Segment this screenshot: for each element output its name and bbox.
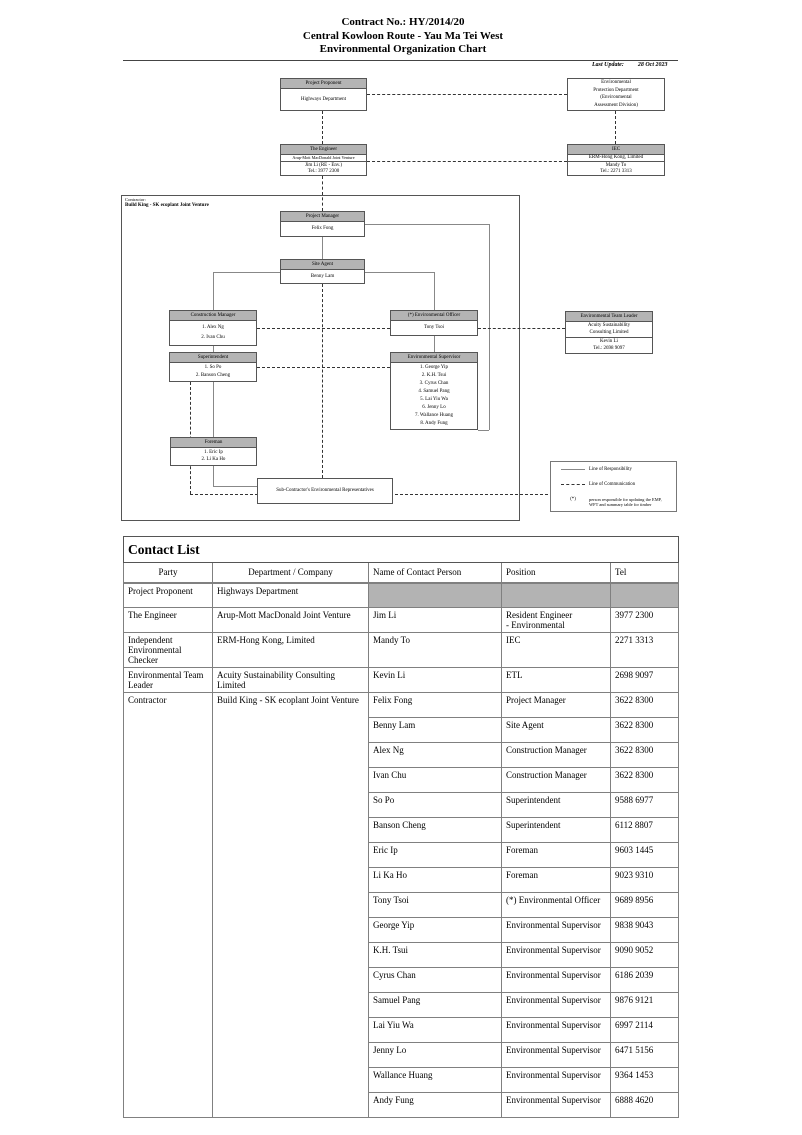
org-box-line: Tel.: 2271 3313: [600, 168, 632, 174]
connector-responsibility-to-cm: [213, 272, 214, 310]
org-box-line: Mandy To: [605, 162, 627, 168]
org-box-environmental-team-leader: [565, 311, 653, 354]
org-box-environmental-protection-department: [567, 78, 665, 111]
cell-name: Alex Ng: [369, 743, 502, 768]
last-update-label: Last Update:: [592, 62, 624, 68]
cell-name: Eric Ip: [369, 843, 502, 868]
cell-position: Construction Manager: [502, 768, 611, 793]
cell-tel: 9023 9310: [611, 868, 679, 893]
cell-tel: 6112 8807: [611, 818, 679, 843]
contact-table-row: [124, 583, 679, 608]
connector-responsibility-foreman-drop: [213, 466, 214, 486]
cell-name: Mandy To: [369, 633, 502, 668]
cell-name: Banson Cheng: [369, 818, 502, 843]
cell-position: Environmental Supervisor: [502, 943, 611, 968]
org-box-line: 4. Samuel Pang: [418, 389, 450, 394]
connector-responsibility-to-es-bottom: [478, 430, 489, 431]
org-box-line: 1. Alex Ng: [202, 325, 224, 330]
org-box-line: Tel.: 3977 2300: [307, 168, 340, 174]
document-title: [123, 16, 683, 57]
cell-tel: 3622 8300: [611, 768, 679, 793]
legend: [550, 461, 677, 512]
cell-position: ETL: [502, 668, 611, 693]
org-box-foreman: [170, 437, 257, 466]
contact-list-title-row: [124, 537, 679, 563]
column-header-name-of-contact-person: Name of Contact Person: [369, 563, 502, 583]
construction-manager-box-title: Construction Manager: [170, 311, 256, 321]
cell-tel: 6186 2039: [611, 968, 679, 993]
cell-position: IEC: [502, 633, 611, 668]
cell-name: Kevin Li: [369, 668, 502, 693]
project-manager-box-title: Project Manager: [281, 212, 364, 222]
connector-responsibility-to-subcontractor: [213, 486, 257, 487]
connector-communication-cm-eo: [257, 328, 390, 329]
cell-name: Jenny Lo: [369, 1043, 502, 1068]
site-agent-box-section: [281, 270, 364, 283]
org-box-line: 8. Andy Fung: [420, 421, 448, 426]
environmental-supervisor-box-title: Environmental Supervisor: [391, 353, 477, 363]
cell-name: Ivan Chu: [369, 768, 502, 793]
org-box-line: Environmental: [601, 80, 631, 86]
epd-box-section: [568, 79, 664, 110]
org-box-line: Tel.: 2698 9097: [593, 346, 625, 351]
cell-tel: 9090 9052: [611, 943, 679, 968]
legend-communication-label: Line of Communication: [589, 481, 636, 487]
cell-name: Tony Tsoi: [369, 893, 502, 918]
org-box-line: Arup-Mott MacDonald Joint Venture: [292, 155, 355, 161]
cell-tel: 3622 8300: [611, 693, 679, 718]
project-proponent-box-section: [281, 89, 366, 110]
cell-tel: 9689 8956: [611, 893, 679, 918]
cell-position: Environmental Supervisor: [502, 1043, 611, 1068]
legend-asterisk-note: person responsible for updating the EMP, WFT and summary table for timber: [589, 496, 662, 508]
iec-box-title: IEC: [568, 145, 664, 155]
cell-tel: 9588 6977: [611, 793, 679, 818]
org-box-superintendent: [169, 352, 257, 382]
environmental-officer-box-title: (*) Environmental Officer: [391, 311, 477, 321]
org-box-line: 7. Wallance Huang: [415, 413, 453, 418]
cell-name: Lai Yiu Wa: [369, 1018, 502, 1043]
cell-position: Environmental Supervisor: [502, 1018, 611, 1043]
org-box-line: Tony Tsoi: [424, 325, 444, 330]
cell-name: Benny Lam: [369, 718, 502, 743]
cell-name: [369, 583, 502, 608]
connector-communication-sa-subcontractor: [322, 284, 323, 478]
contact-list-header-row: [124, 563, 679, 583]
foreman-box-title: Foreman: [171, 438, 256, 448]
org-box-site-agent: [280, 259, 365, 284]
cell-line: - Environmental: [506, 620, 565, 630]
org-box-project-manager: [280, 211, 365, 237]
connector-responsibility-right-drop: [489, 224, 490, 430]
org-box-line: (Environmental: [600, 95, 632, 101]
cell-tel: 9603 1445: [611, 843, 679, 868]
org-box-line: 3. Cyrus Chan: [419, 381, 449, 386]
cell-name: Jim Li: [369, 608, 502, 633]
foreman-box-section: [171, 448, 256, 465]
cell-department-company: Build King - SK ecoplant Joint Venture: [213, 693, 369, 1118]
cell-position: Environmental Supervisor: [502, 1068, 611, 1093]
etl-box-title: Environmental Team Leader: [566, 312, 652, 322]
cell-tel: 3622 8300: [611, 743, 679, 768]
header-divider: [123, 60, 678, 61]
environmental-supervisor-box-section: [391, 363, 477, 429]
contact-list-title: Contact List: [124, 537, 679, 563]
cell-name: Andy Fung: [369, 1093, 502, 1118]
org-box-iec: [567, 144, 665, 176]
contact-table-row: [124, 693, 679, 718]
cell-position: (*) Environmental Officer: [502, 893, 611, 918]
cell-position: Site Agent: [502, 718, 611, 743]
cell-line: Resident Engineer: [506, 610, 573, 620]
cell-name: Felix Fong: [369, 693, 502, 718]
connector-communication-eo-etl: [478, 328, 565, 329]
cell-tel: [611, 583, 679, 608]
org-box-line: Protection Department: [593, 87, 639, 93]
org-box-line: 2. Li Ka Ho: [201, 457, 226, 463]
org-box-line: 1. George Yip: [420, 365, 448, 370]
org-box-line: Assessment Division): [594, 102, 638, 108]
connector-responsibility-sa-left: [213, 272, 281, 273]
contractor-label: [125, 197, 209, 209]
etl-box-section: [566, 337, 652, 353]
contact-table-row: [124, 668, 679, 693]
cell-tel: 6471 5156: [611, 1043, 679, 1068]
org-box-line: Benny Lam: [310, 273, 335, 279]
construction-manager-box-section: [170, 321, 256, 345]
project-proponent-box-title: Project Proponent: [281, 79, 366, 89]
legend-asterisk-symbol: (*): [570, 496, 576, 502]
contractor-label-caption: Contractor:: [125, 197, 146, 202]
column-header-department-company: Department / Company: [213, 563, 369, 583]
org-box-line: Sub-Contractor's Environmental Representatives: [276, 488, 374, 493]
cell-position: Foreman: [502, 843, 611, 868]
contact-table-row: [124, 608, 679, 633]
connector-responsibility-eo-es: [434, 336, 435, 352]
cell-name: George Yip: [369, 918, 502, 943]
cell-department-company: Arup-Mott MacDonald Joint Venture: [213, 608, 369, 633]
org-box-line: 2. K.H. Tsui: [421, 373, 447, 378]
org-box-line: Felix Fong: [311, 226, 334, 231]
cell-party: Environmental Team Leader: [124, 668, 213, 693]
org-box-line: Kevin Li: [600, 339, 618, 344]
cell-department-company: ERM-Hong Kong, Limited: [213, 633, 369, 668]
chart-title: Environmental Organization Chart: [319, 43, 487, 55]
connector-responsibility-pm-right: [365, 224, 489, 225]
legend-asterisk-row: [561, 497, 672, 508]
cell-position: Construction Manager: [502, 743, 611, 768]
org-box-line: Jim Li (RE - Env.): [304, 162, 343, 168]
cell-position: Superintendent: [502, 793, 611, 818]
contact-list-table: [123, 536, 679, 1118]
connector-communication-pp-engineer: [322, 111, 323, 144]
cell-tel: 9364 1453: [611, 1068, 679, 1093]
org-box-line: 2. Ivan Chu: [201, 335, 225, 340]
org-box-line: 1. So Po: [204, 365, 222, 370]
etl-box-section: [566, 322, 652, 337]
dashed-line-sample-icon: [561, 484, 585, 485]
contact-table-row: [124, 633, 679, 668]
engineer-box-section: [281, 161, 366, 175]
cell-party: Contractor: [124, 693, 213, 1118]
project-manager-box-section: [281, 222, 364, 236]
last-update-value: 28 Oct 2023: [637, 62, 668, 68]
cell-position: [502, 583, 611, 608]
connector-communication-pp-epd: [367, 94, 567, 95]
cell-tel: 2271 3313: [611, 633, 679, 668]
cell-name: Wallance Huang: [369, 1068, 502, 1093]
cell-department-company: Acuity Sustainability Consulting Limited: [213, 668, 369, 693]
cell-position: [502, 608, 611, 633]
site-agent-box-title: Site Agent: [281, 260, 364, 270]
cell-position: Environmental Supervisor: [502, 1093, 611, 1118]
cell-party: Independent Environmental Checker: [124, 633, 213, 668]
cell-position: Foreman: [502, 868, 611, 893]
cell-tel: 3622 8300: [611, 718, 679, 743]
column-header-position: Position: [502, 563, 611, 583]
engineer-box-title: The Engineer: [281, 145, 366, 155]
cell-name: Li Ka Ho: [369, 868, 502, 893]
org-box-the-engineer: [280, 144, 367, 176]
cell-tel: 2698 9097: [611, 668, 679, 693]
environmental-officer-box-section: [391, 321, 477, 335]
cell-tel: 3977 2300: [611, 608, 679, 633]
contract-number: Contract No.: HY/2014/20: [341, 16, 465, 28]
cell-tel: 9876 9121: [611, 993, 679, 1018]
cell-position: Project Manager: [502, 693, 611, 718]
connector-communication-epd-iec: [615, 111, 616, 144]
legend-responsibility-label: Line of Responsibility: [589, 467, 632, 472]
connector-responsibility-supt-foreman: [213, 382, 214, 437]
org-box-construction-manager: [169, 310, 257, 346]
project-name: Central Kowloon Route - Yau Ma Tei West: [302, 29, 504, 42]
cell-tel: 6997 2114: [611, 1018, 679, 1043]
org-box-environmental-officer: [390, 310, 478, 336]
org-box-sub-contractor-representatives: [257, 478, 393, 504]
connector-responsibility-sa-right: [365, 272, 434, 273]
column-header-tel: Tel: [611, 563, 679, 583]
org-box-line: Acuity Sustainability: [587, 323, 631, 328]
cell-position: Environmental Supervisor: [502, 993, 611, 1018]
superintendent-box-section: [170, 363, 256, 381]
sub-contractor-box-section: [258, 479, 392, 503]
iec-box-section: [568, 161, 664, 175]
cell-name: So Po: [369, 793, 502, 818]
org-box-environmental-supervisor: [390, 352, 478, 430]
cell-name: Samuel Pang: [369, 993, 502, 1018]
cell-position: Environmental Supervisor: [502, 918, 611, 943]
cell-position: Environmental Supervisor: [502, 968, 611, 993]
connector-communication-engineer-pm: [322, 176, 323, 211]
org-box-line: Consulting Limited: [589, 330, 629, 335]
legend-communication-row: [561, 482, 672, 488]
org-box-line: Highways Department: [300, 96, 347, 102]
org-box-line: 2. Banson Cheng: [195, 373, 231, 378]
org-box-project-proponent: [280, 78, 367, 111]
cell-party: The Engineer: [124, 608, 213, 633]
connector-communication-engineer-iec: [367, 161, 567, 162]
cell-position: Superintendent: [502, 818, 611, 843]
org-box-line: 5. Lai Yiu Wa: [420, 397, 448, 402]
org-box-line: 1. Eric Ip: [204, 449, 223, 455]
connector-responsibility-to-eo: [434, 272, 435, 310]
connector-communication-supt-es: [257, 367, 390, 368]
connector-responsibility-pm-sa: [322, 237, 323, 259]
column-header-party: Party: [124, 563, 213, 583]
contractor-company-name: Build King - SK ecoplant Joint Venture: [125, 203, 209, 208]
last-update: [592, 62, 668, 68]
org-box-line: 6. Jenny Lo: [422, 405, 446, 410]
cell-tel: 9838 9043: [611, 918, 679, 943]
legend-responsibility-row: [561, 467, 672, 473]
cell-department-company: Highways Department: [213, 583, 369, 608]
cell-name: K.H. Tsui: [369, 943, 502, 968]
org-box-line: ERM-Hong Kong, Limited: [588, 155, 644, 161]
cell-party: Project Proponent: [124, 583, 213, 608]
cell-name: Cyrus Chan: [369, 968, 502, 993]
cell-tel: 6888 4620: [611, 1093, 679, 1118]
solid-line-sample-icon: [561, 469, 585, 470]
superintendent-box-title: Superintendent: [170, 353, 256, 363]
